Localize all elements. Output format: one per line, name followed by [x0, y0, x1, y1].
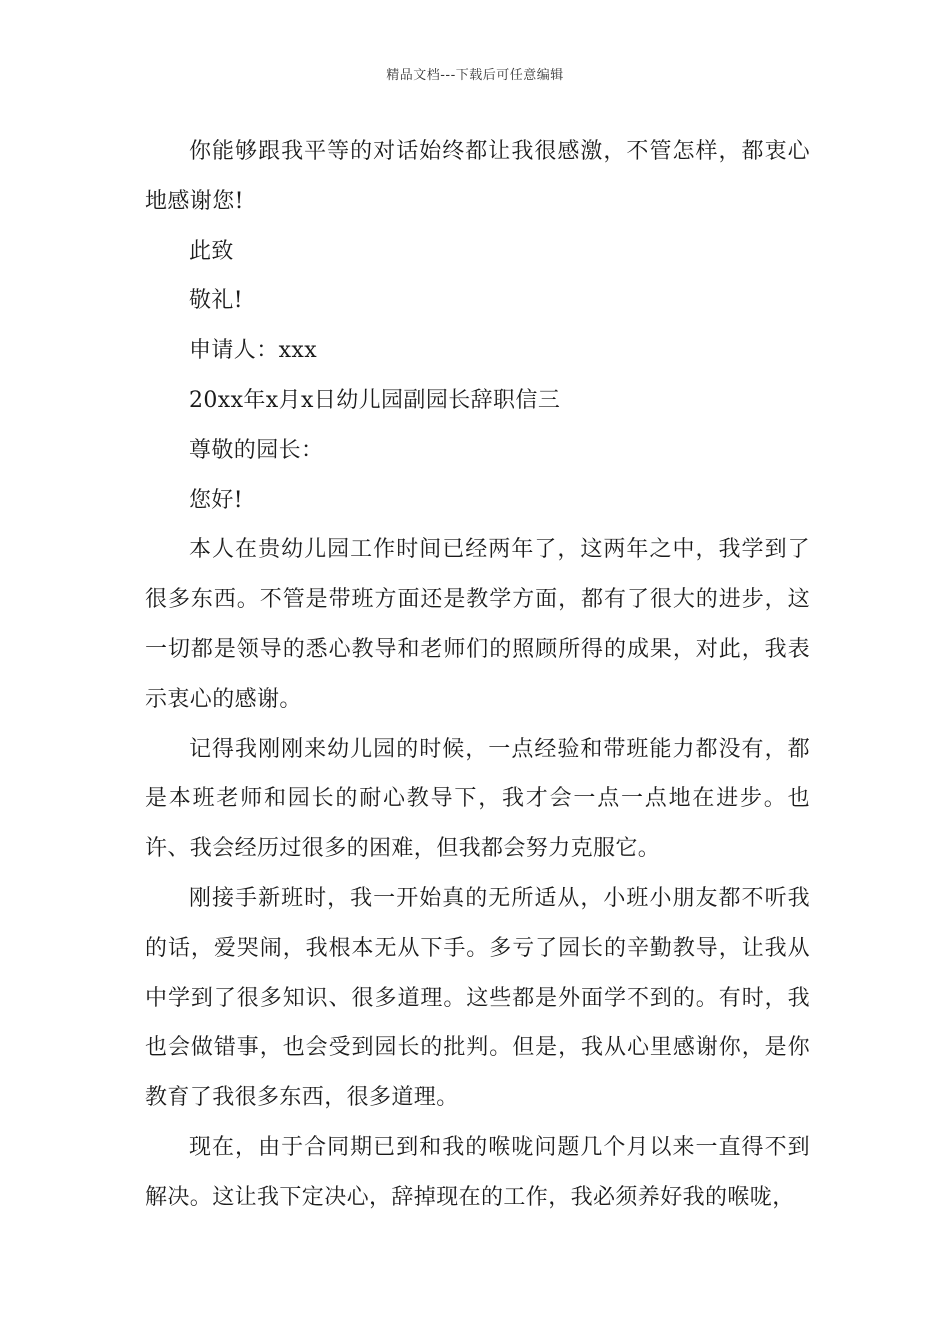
page-header: 精品文档---下载后可任意编辑 — [386, 68, 564, 83]
paragraph-jingli: 敬礼! — [189, 288, 244, 314]
paragraph-greeting: 您好! — [189, 487, 244, 513]
paragraph-salutation: 尊敬的园长： — [189, 437, 324, 463]
paragraph-date-title: 20xx年x月x日幼儿园副园长辞职信三 — [189, 387, 561, 413]
paragraph-body-1: 本人在贵幼儿园工作时间已经两年了，这两年之中，我学到了很多东西。不管是带班方面还是教学方面，都有了很大的进步，这一切都是领导的悉心教导和老师们的照顾所得的成果，对此，我表示衷心的感谢。 — [145, 537, 810, 712]
paragraph-thanks: 你能够跟我平等的对话始终都让我很感激，不管怎样，都衷心地感谢您! — [145, 139, 810, 214]
paragraph-body-2: 记得我刚刚来幼儿园的时候，一点经验和带班能力都没有，都是本班老师和园长的耐心教导下，我才会一点一点地在进步。也许、我会经历过很多的困难，但我都会努力克服它。 — [145, 736, 810, 862]
paragraph-cizhi: 此致 — [189, 238, 234, 264]
paragraph-body-4: 现在，由于合同期已到和我的喉咙问题几个月以来一直得不到解决。这让我下定决心，辞掉现在的工作，我必须养好我的喉咙， — [145, 1134, 810, 1210]
document-body — [145, 127, 810, 1223]
paragraph-applicant: 申请人：xxx — [189, 338, 318, 364]
paragraph-body-3: 刚接手新班时，我一开始真的无所适从，小班小朋友都不听我的话，爱哭闹，我根本无从下手。多亏了园长的辛勤教导，让我从中学到了很多知识、很多道理。这些都是外面学不到的。有时，我也会做错事，也会受到园长的批判。但是，我从心里感谢你，是你教育了我很多东西，很多道理。 — [145, 885, 810, 1111]
